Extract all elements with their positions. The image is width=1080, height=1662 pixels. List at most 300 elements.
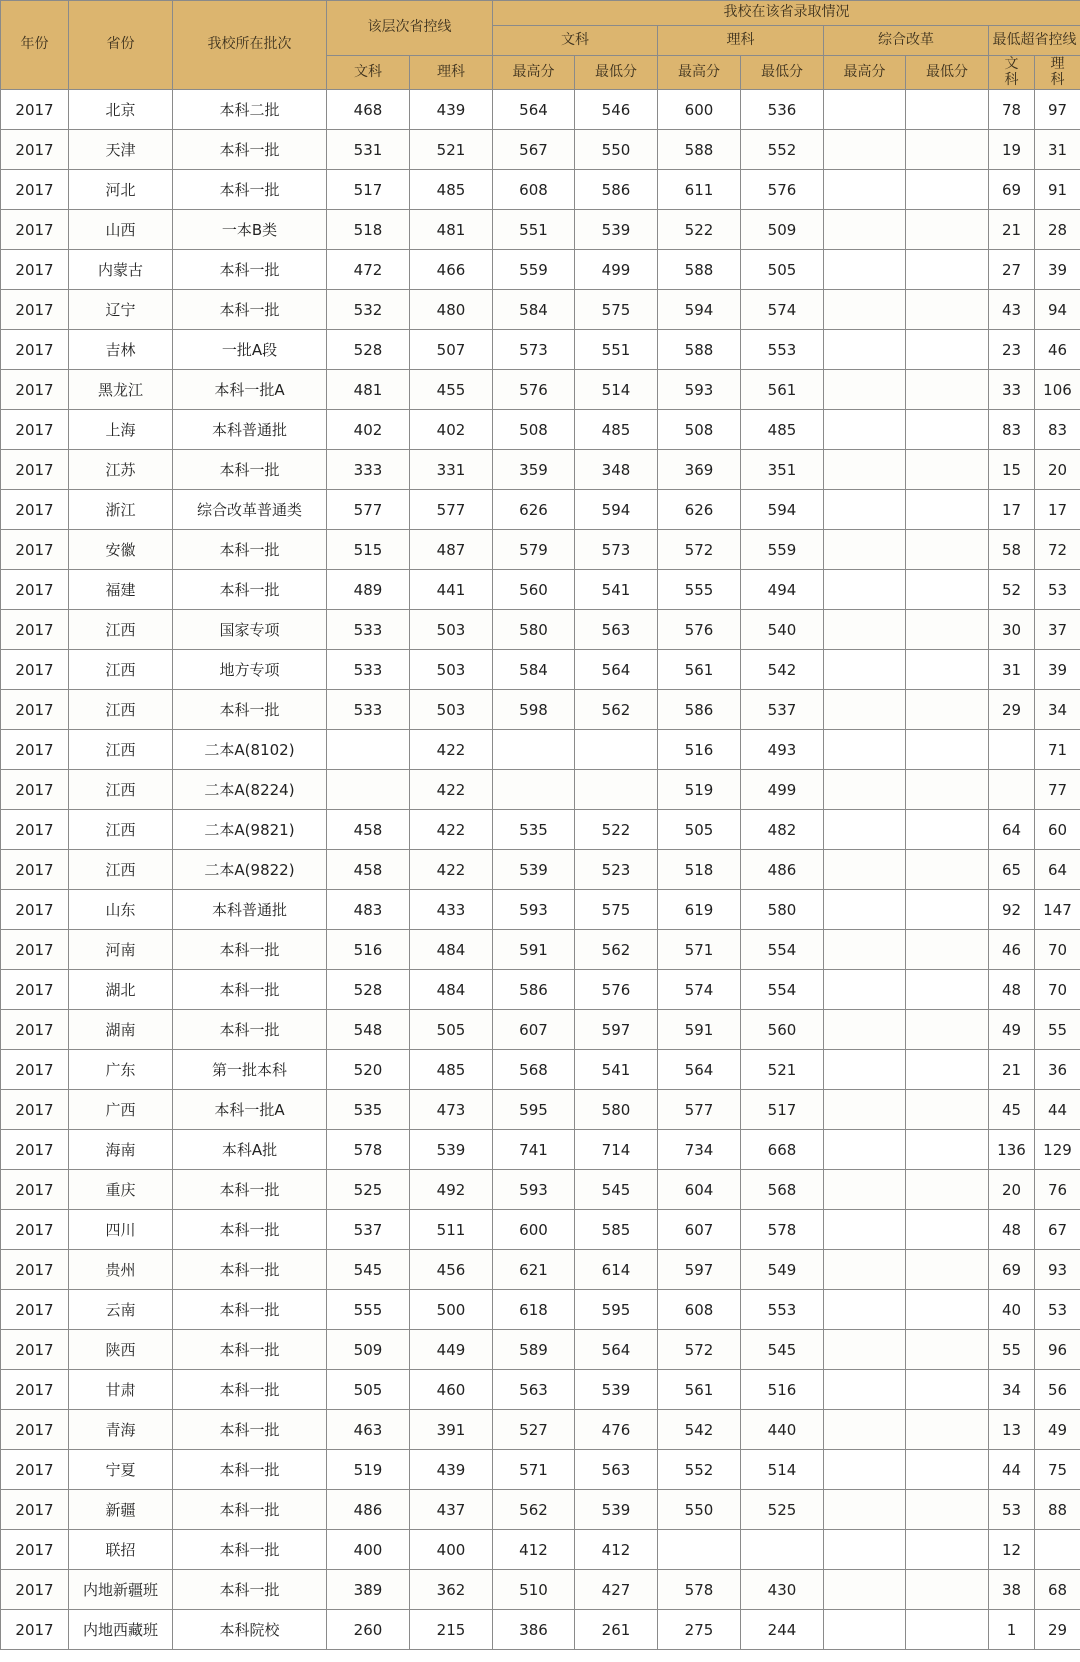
table-row (1, 1170, 1080, 1210)
cell-science-highest: 572 (658, 1330, 741, 1370)
table-row (1, 1490, 1080, 1530)
cell-comprehensive-highest (824, 850, 906, 890)
table-row (1, 410, 1080, 450)
cell-science-highest: 597 (658, 1250, 741, 1290)
cell-batch: 本科一批 (173, 1530, 327, 1570)
cell-arts-highest: 551 (493, 210, 575, 250)
cell-province: 湖北 (69, 970, 173, 1010)
cell-arts-lowest: 614 (575, 1250, 658, 1290)
cell-comprehensive-lowest (906, 930, 989, 970)
cell-over-science: 93 (1035, 1250, 1080, 1290)
cell-arts-lowest: 562 (575, 690, 658, 730)
cell-comprehensive-highest (824, 730, 906, 770)
table-row (1, 1330, 1080, 1370)
cell-over-arts: 44 (989, 1450, 1035, 1490)
cell-over-science: 67 (1035, 1210, 1080, 1250)
cell-over-arts: 17 (989, 490, 1035, 530)
cell-batch: 二本A(8102) (173, 730, 327, 770)
cell-over-arts: 15 (989, 450, 1035, 490)
cell-science-highest: 555 (658, 570, 741, 610)
cell-control-arts: 532 (327, 290, 410, 330)
cell-science-highest: 600 (658, 90, 741, 130)
cell-year: 2017 (1, 1170, 69, 1210)
cell-year: 2017 (1, 930, 69, 970)
cell-comprehensive-lowest (906, 490, 989, 530)
cell-control-arts: 533 (327, 690, 410, 730)
cell-over-arts: 21 (989, 1050, 1035, 1090)
cell-comprehensive-lowest (906, 530, 989, 570)
cell-science-lowest: 486 (741, 850, 824, 890)
cell-year: 2017 (1, 690, 69, 730)
cell-science-highest: 611 (658, 170, 741, 210)
cell-over-arts: 69 (989, 1250, 1035, 1290)
cell-arts-highest: 508 (493, 410, 575, 450)
cell-over-science: 94 (1035, 290, 1080, 330)
cell-comprehensive-lowest (906, 1130, 989, 1170)
cell-science-lowest: 509 (741, 210, 824, 250)
cell-arts-highest: 595 (493, 1090, 575, 1130)
cell-comprehensive-lowest (906, 450, 989, 490)
cell-science-lowest: 430 (741, 1570, 824, 1610)
cell-control-arts: 509 (327, 1330, 410, 1370)
cell-control-science: 521 (410, 130, 493, 170)
cell-science-lowest: 482 (741, 810, 824, 850)
cell-batch: 本科一批 (173, 570, 327, 610)
cell-arts-highest: 568 (493, 1050, 575, 1090)
table-row (1, 890, 1080, 930)
header-control-line: 该层次省控线 (327, 1, 493, 56)
cell-year: 2017 (1, 490, 69, 530)
cell-province: 青海 (69, 1410, 173, 1450)
cell-arts-lowest: 595 (575, 1290, 658, 1330)
cell-control-arts: 458 (327, 850, 410, 890)
cell-arts-highest: 567 (493, 130, 575, 170)
cell-comprehensive-lowest (906, 810, 989, 850)
cell-over-arts: 48 (989, 1210, 1035, 1250)
cell-over-arts: 78 (989, 90, 1035, 130)
cell-year: 2017 (1, 890, 69, 930)
cell-over-arts: 69 (989, 170, 1035, 210)
cell-arts-lowest: 573 (575, 530, 658, 570)
cell-control-arts: 537 (327, 1210, 410, 1250)
cell-over-arts: 55 (989, 1330, 1035, 1370)
cell-control-science: 422 (410, 850, 493, 890)
cell-province: 联招 (69, 1530, 173, 1570)
cell-year: 2017 (1, 90, 69, 130)
cell-arts-highest: 607 (493, 1010, 575, 1050)
header-science-highest: 最高分 (658, 56, 741, 90)
cell-control-arts: 481 (327, 370, 410, 410)
cell-arts-lowest: 539 (575, 210, 658, 250)
cell-arts-lowest: 514 (575, 370, 658, 410)
cell-over-science: 39 (1035, 250, 1080, 290)
cell-over-arts: 83 (989, 410, 1035, 450)
cell-over-arts: 48 (989, 970, 1035, 1010)
cell-control-science: 437 (410, 1490, 493, 1530)
cell-batch: 本科一批 (173, 250, 327, 290)
cell-science-lowest: 561 (741, 370, 824, 410)
cell-year: 2017 (1, 290, 69, 330)
cell-arts-lowest: 546 (575, 90, 658, 130)
table-row (1, 1450, 1080, 1490)
cell-control-science: 539 (410, 1130, 493, 1170)
cell-arts-lowest: 586 (575, 170, 658, 210)
cell-comprehensive-highest (824, 1290, 906, 1330)
cell-over-science: 20 (1035, 450, 1080, 490)
cell-over-science: 53 (1035, 570, 1080, 610)
table-row (1, 450, 1080, 490)
cell-arts-highest: 562 (493, 1490, 575, 1530)
cell-science-highest: 519 (658, 770, 741, 810)
cell-year: 2017 (1, 850, 69, 890)
cell-arts-lowest: 545 (575, 1170, 658, 1210)
table-row (1, 1530, 1080, 1570)
cell-arts-lowest (575, 730, 658, 770)
cell-comprehensive-lowest (906, 1490, 989, 1530)
cell-science-highest: 522 (658, 210, 741, 250)
cell-science-highest: 508 (658, 410, 741, 450)
cell-science-lowest: 244 (741, 1610, 824, 1650)
cell-over-science: 91 (1035, 170, 1080, 210)
cell-province: 黑龙江 (69, 370, 173, 410)
cell-arts-highest: 618 (493, 1290, 575, 1330)
cell-arts-lowest: 539 (575, 1370, 658, 1410)
cell-science-lowest: 578 (741, 1210, 824, 1250)
cell-control-science: 503 (410, 690, 493, 730)
cell-control-arts: 531 (327, 130, 410, 170)
cell-arts-lowest: 597 (575, 1010, 658, 1050)
cell-province: 贵州 (69, 1250, 173, 1290)
cell-science-lowest: 552 (741, 130, 824, 170)
cell-over-arts: 64 (989, 810, 1035, 850)
cell-control-arts: 548 (327, 1010, 410, 1050)
cell-over-arts: 34 (989, 1370, 1035, 1410)
cell-year: 2017 (1, 610, 69, 650)
cell-over-arts (989, 770, 1035, 810)
cell-science-highest: 619 (658, 890, 741, 930)
cell-province: 上海 (69, 410, 173, 450)
cell-comprehensive-lowest (906, 650, 989, 690)
cell-over-science: 29 (1035, 1610, 1080, 1650)
cell-control-science: 331 (410, 450, 493, 490)
cell-control-arts: 463 (327, 1410, 410, 1450)
cell-arts-lowest: 563 (575, 1450, 658, 1490)
cell-year: 2017 (1, 1250, 69, 1290)
cell-province: 江西 (69, 650, 173, 690)
cell-control-arts: 545 (327, 1250, 410, 1290)
cell-over-arts: 53 (989, 1490, 1035, 1530)
table-row (1, 1410, 1080, 1450)
cell-batch: 本科一批 (173, 1290, 327, 1330)
cell-comprehensive-lowest (906, 1250, 989, 1290)
cell-science-lowest (741, 1530, 824, 1570)
cell-control-science: 473 (410, 1090, 493, 1130)
cell-over-arts: 58 (989, 530, 1035, 570)
cell-control-science: 362 (410, 1570, 493, 1610)
cell-province: 浙江 (69, 490, 173, 530)
cell-science-lowest: 540 (741, 610, 824, 650)
cell-arts-lowest: 522 (575, 810, 658, 850)
cell-control-arts: 533 (327, 610, 410, 650)
cell-year: 2017 (1, 1370, 69, 1410)
cell-arts-highest: 591 (493, 930, 575, 970)
header-batch: 我校所在批次 (173, 1, 327, 90)
cell-science-lowest: 517 (741, 1090, 824, 1130)
cell-control-science: 507 (410, 330, 493, 370)
cell-arts-highest: 412 (493, 1530, 575, 1570)
cell-science-lowest: 553 (741, 330, 824, 370)
table-row (1, 370, 1080, 410)
cell-control-science: 422 (410, 730, 493, 770)
cell-over-arts: 52 (989, 570, 1035, 610)
cell-science-lowest: 560 (741, 1010, 824, 1050)
cell-arts-highest: 593 (493, 1170, 575, 1210)
cell-comprehensive-highest (824, 450, 906, 490)
cell-comprehensive-highest (824, 130, 906, 170)
cell-province: 内地西藏班 (69, 1610, 173, 1650)
cell-comprehensive-lowest (906, 370, 989, 410)
cell-over-science: 37 (1035, 610, 1080, 650)
table-row (1, 1130, 1080, 1170)
cell-comprehensive-highest (824, 1170, 906, 1210)
cell-arts-highest: 580 (493, 610, 575, 650)
cell-arts-lowest: 551 (575, 330, 658, 370)
header-science-lowest: 最低分 (741, 56, 824, 90)
cell-province: 甘肃 (69, 1370, 173, 1410)
cell-year: 2017 (1, 1010, 69, 1050)
cell-over-science: 34 (1035, 690, 1080, 730)
cell-batch: 本科一批 (173, 1330, 327, 1370)
cell-province: 江西 (69, 610, 173, 650)
header-over-line: 最低超省控线 (989, 26, 1080, 56)
table-row (1, 610, 1080, 650)
cell-batch: 本科一批 (173, 450, 327, 490)
cell-over-arts: 38 (989, 1570, 1035, 1610)
cell-over-arts: 13 (989, 1410, 1035, 1450)
cell-province: 江西 (69, 850, 173, 890)
cell-year: 2017 (1, 370, 69, 410)
cell-comprehensive-highest (824, 410, 906, 450)
cell-province: 新疆 (69, 1490, 173, 1530)
cell-province: 广东 (69, 1050, 173, 1090)
cell-science-highest: 626 (658, 490, 741, 530)
cell-science-highest: 594 (658, 290, 741, 330)
table-row (1, 1290, 1080, 1330)
cell-science-lowest: 516 (741, 1370, 824, 1410)
cell-arts-highest: 510 (493, 1570, 575, 1610)
cell-province: 湖南 (69, 1010, 173, 1050)
cell-over-science: 76 (1035, 1170, 1080, 1210)
cell-comprehensive-highest (824, 810, 906, 850)
cell-science-lowest: 499 (741, 770, 824, 810)
cell-control-science: 422 (410, 810, 493, 850)
cell-control-arts: 468 (327, 90, 410, 130)
cell-science-lowest: 494 (741, 570, 824, 610)
cell-batch: 本科A批 (173, 1130, 327, 1170)
cell-arts-highest: 563 (493, 1370, 575, 1410)
cell-province: 内蒙古 (69, 250, 173, 290)
cell-comprehensive-lowest (906, 1050, 989, 1090)
cell-province: 河北 (69, 170, 173, 210)
cell-science-highest: 578 (658, 1570, 741, 1610)
cell-comprehensive-highest (824, 610, 906, 650)
cell-comprehensive-lowest (906, 210, 989, 250)
cell-arts-highest: 559 (493, 250, 575, 290)
cell-science-highest: 604 (658, 1170, 741, 1210)
cell-over-arts: 19 (989, 130, 1035, 170)
cell-comprehensive-lowest (906, 1450, 989, 1490)
cell-science-highest: 577 (658, 1090, 741, 1130)
cell-batch: 本科二批 (173, 90, 327, 130)
cell-arts-lowest: 585 (575, 1210, 658, 1250)
cell-science-lowest: 545 (741, 1330, 824, 1370)
cell-arts-highest: 564 (493, 90, 575, 130)
cell-arts-lowest: 539 (575, 1490, 658, 1530)
cell-batch: 国家专项 (173, 610, 327, 650)
cell-batch: 本科一批A (173, 370, 327, 410)
table-row (1, 730, 1080, 770)
cell-control-science: 422 (410, 770, 493, 810)
cell-year: 2017 (1, 1210, 69, 1250)
cell-batch: 本科一批 (173, 170, 327, 210)
cell-comprehensive-lowest (906, 1410, 989, 1450)
cell-control-arts: 577 (327, 490, 410, 530)
cell-science-highest: 586 (658, 690, 741, 730)
cell-over-science: 55 (1035, 1010, 1080, 1050)
cell-year: 2017 (1, 810, 69, 850)
table-row (1, 1610, 1080, 1650)
cell-over-science: 129 (1035, 1130, 1080, 1170)
cell-comprehensive-highest (824, 370, 906, 410)
cell-control-science: 485 (410, 170, 493, 210)
cell-batch: 本科院校 (173, 1610, 327, 1650)
cell-arts-lowest (575, 770, 658, 810)
cell-control-science: 439 (410, 90, 493, 130)
cell-comprehensive-lowest (906, 1010, 989, 1050)
cell-science-highest: 564 (658, 1050, 741, 1090)
cell-control-science: 433 (410, 890, 493, 930)
cell-control-arts: 578 (327, 1130, 410, 1170)
cell-batch: 本科普通批 (173, 410, 327, 450)
cell-science-highest: 572 (658, 530, 741, 570)
cell-control-arts: 333 (327, 450, 410, 490)
cell-batch: 本科一批 (173, 530, 327, 570)
table-row (1, 290, 1080, 330)
cell-comprehensive-highest (824, 970, 906, 1010)
cell-year: 2017 (1, 330, 69, 370)
cell-batch: 本科一批 (173, 290, 327, 330)
cell-comprehensive-lowest (906, 1290, 989, 1330)
cell-arts-highest: 586 (493, 970, 575, 1010)
cell-science-highest: 516 (658, 730, 741, 770)
cell-control-arts: 519 (327, 1450, 410, 1490)
cell-arts-lowest: 563 (575, 610, 658, 650)
cell-arts-highest: 584 (493, 650, 575, 690)
cell-year: 2017 (1, 1130, 69, 1170)
table-row (1, 810, 1080, 850)
cell-control-science: 577 (410, 490, 493, 530)
cell-comprehensive-lowest (906, 250, 989, 290)
cell-control-arts: 402 (327, 410, 410, 450)
table-row (1, 130, 1080, 170)
table-row (1, 530, 1080, 570)
cell-batch: 二本A(9821) (173, 810, 327, 850)
cell-control-science: 455 (410, 370, 493, 410)
table-header (1, 1, 1080, 90)
cell-over-arts: 1 (989, 1610, 1035, 1650)
cell-science-lowest: 553 (741, 1290, 824, 1330)
cell-control-arts (327, 730, 410, 770)
table-row (1, 850, 1080, 890)
cell-science-lowest: 505 (741, 250, 824, 290)
cell-year: 2017 (1, 130, 69, 170)
cell-arts-lowest: 427 (575, 1570, 658, 1610)
cell-comprehensive-lowest (906, 690, 989, 730)
cell-year: 2017 (1, 1450, 69, 1490)
cell-arts-highest: 608 (493, 170, 575, 210)
table-row (1, 570, 1080, 610)
table-row (1, 1210, 1080, 1250)
cell-science-highest: 593 (658, 370, 741, 410)
cell-arts-lowest: 499 (575, 250, 658, 290)
cell-control-science: 460 (410, 1370, 493, 1410)
cell-over-arts: 30 (989, 610, 1035, 650)
cell-control-science: 391 (410, 1410, 493, 1450)
cell-control-arts: 528 (327, 970, 410, 1010)
table-row (1, 170, 1080, 210)
cell-control-arts: 483 (327, 890, 410, 930)
cell-province: 江西 (69, 730, 173, 770)
cell-control-science: 487 (410, 530, 493, 570)
cell-year: 2017 (1, 730, 69, 770)
table-row (1, 1010, 1080, 1050)
cell-province: 江西 (69, 810, 173, 850)
cell-comprehensive-lowest (906, 1330, 989, 1370)
cell-comprehensive-highest (824, 1090, 906, 1130)
cell-science-highest: 542 (658, 1410, 741, 1450)
cell-arts-highest (493, 730, 575, 770)
cell-comprehensive-highest (824, 1130, 906, 1170)
cell-year: 2017 (1, 1610, 69, 1650)
cell-comprehensive-lowest (906, 1570, 989, 1610)
cell-year: 2017 (1, 1570, 69, 1610)
cell-science-lowest: 554 (741, 930, 824, 970)
cell-batch: 二本A(9822) (173, 850, 327, 890)
table-row (1, 1090, 1080, 1130)
cell-comprehensive-highest (824, 1410, 906, 1450)
cell-arts-highest: 386 (493, 1610, 575, 1650)
cell-arts-highest: 598 (493, 690, 575, 730)
cell-arts-lowest: 564 (575, 650, 658, 690)
cell-control-arts: 458 (327, 810, 410, 850)
cell-province: 福建 (69, 570, 173, 610)
cell-science-lowest: 537 (741, 690, 824, 730)
cell-comprehensive-lowest (906, 890, 989, 930)
cell-year: 2017 (1, 1090, 69, 1130)
cell-over-science: 147 (1035, 890, 1080, 930)
cell-year: 2017 (1, 1490, 69, 1530)
cell-over-arts: 27 (989, 250, 1035, 290)
cell-year: 2017 (1, 530, 69, 570)
cell-control-science: 492 (410, 1170, 493, 1210)
cell-comprehensive-highest (824, 250, 906, 290)
cell-province: 宁夏 (69, 1450, 173, 1490)
cell-over-arts: 43 (989, 290, 1035, 330)
cell-science-highest: 571 (658, 930, 741, 970)
cell-over-arts: 136 (989, 1130, 1035, 1170)
cell-year: 2017 (1, 570, 69, 610)
cell-arts-highest: 741 (493, 1130, 575, 1170)
